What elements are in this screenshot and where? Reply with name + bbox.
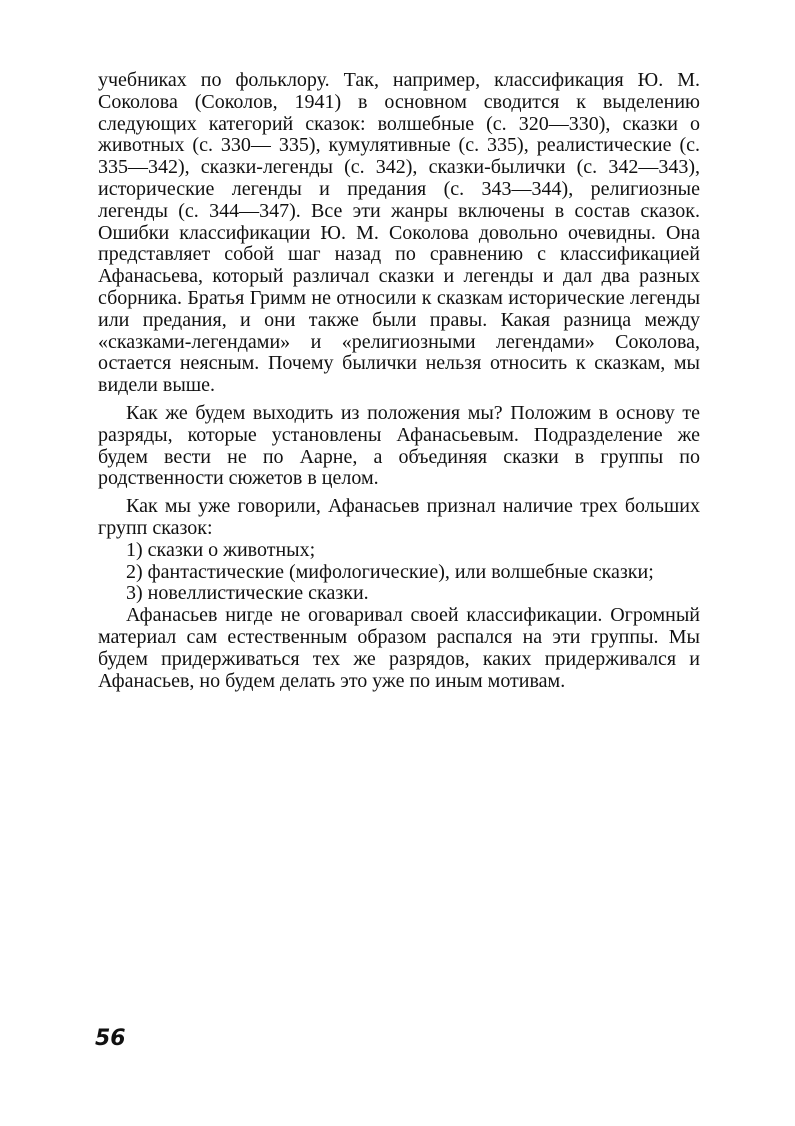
paragraph-afanasyev-basis: Как же будем выходить из положения мы? Положим в основу те разряды, которые установлены Афанасьевым. Подразделение же будем вести не по Аарне, а объединяя сказки в группы по родственности сюжетов в целом. (98, 401, 700, 490)
list-item-animal-tales: 1) сказки о животных; (126, 538, 316, 561)
paragraph-three-groups-intro: Как мы уже говорили, Афанасьев признал наличие трех больших групп сказок: (98, 495, 700, 539)
paragraph-classification-critique: учебниках по фольклору. Так, например, классификация Ю. М. Соколова (Соколов, 1941) в основном сводится к выделению следующих категорий сказок: волшебные (с. 320—330), сказки о животных (с. 330— 335), кумулятивные (с. 335), реалистические (с. 335—342), сказки-легенды (с. 342), сказки-былички (с. 342—343), исторические легенды и предания (с. 343—344), религиозные легенды (с. 344—347). Все эти жанры включены в состав сказок. Ошибки классификации Ю. М. Соколова довольно очевидны. Она представляет собой шаг назад по сравнению с классификацией Афанасьева, который различал сказки и легенды и дал два разных сборника. Братья Гримм не относили к сказкам исторические легенды или предания, и они также были правы. Какая разница между «сказками-легендами» и «религиозными легендами» Соколова, остается неясным. Почему былички нельзя относить к сказкам, мы видели выше. (98, 69, 700, 397)
list-item-novella-tales: 3) новеллистические сказки. (126, 582, 369, 605)
page-body (98, 70, 700, 698)
paragraph-closing: Афанасьев нигде не оговаривал своей классификации. Огромный материал сам естественным образом распался на эти группы. Мы будем придерживаться тех же разрядов, каких придерживался и Афанасьев, но будем делать это уже по иным мотивам. (98, 604, 700, 692)
list-item-fantastic-tales: 2) фантастические (мифологические), или волшебные сказки; (126, 560, 654, 583)
page-number: 56 (95, 1026, 126, 1051)
